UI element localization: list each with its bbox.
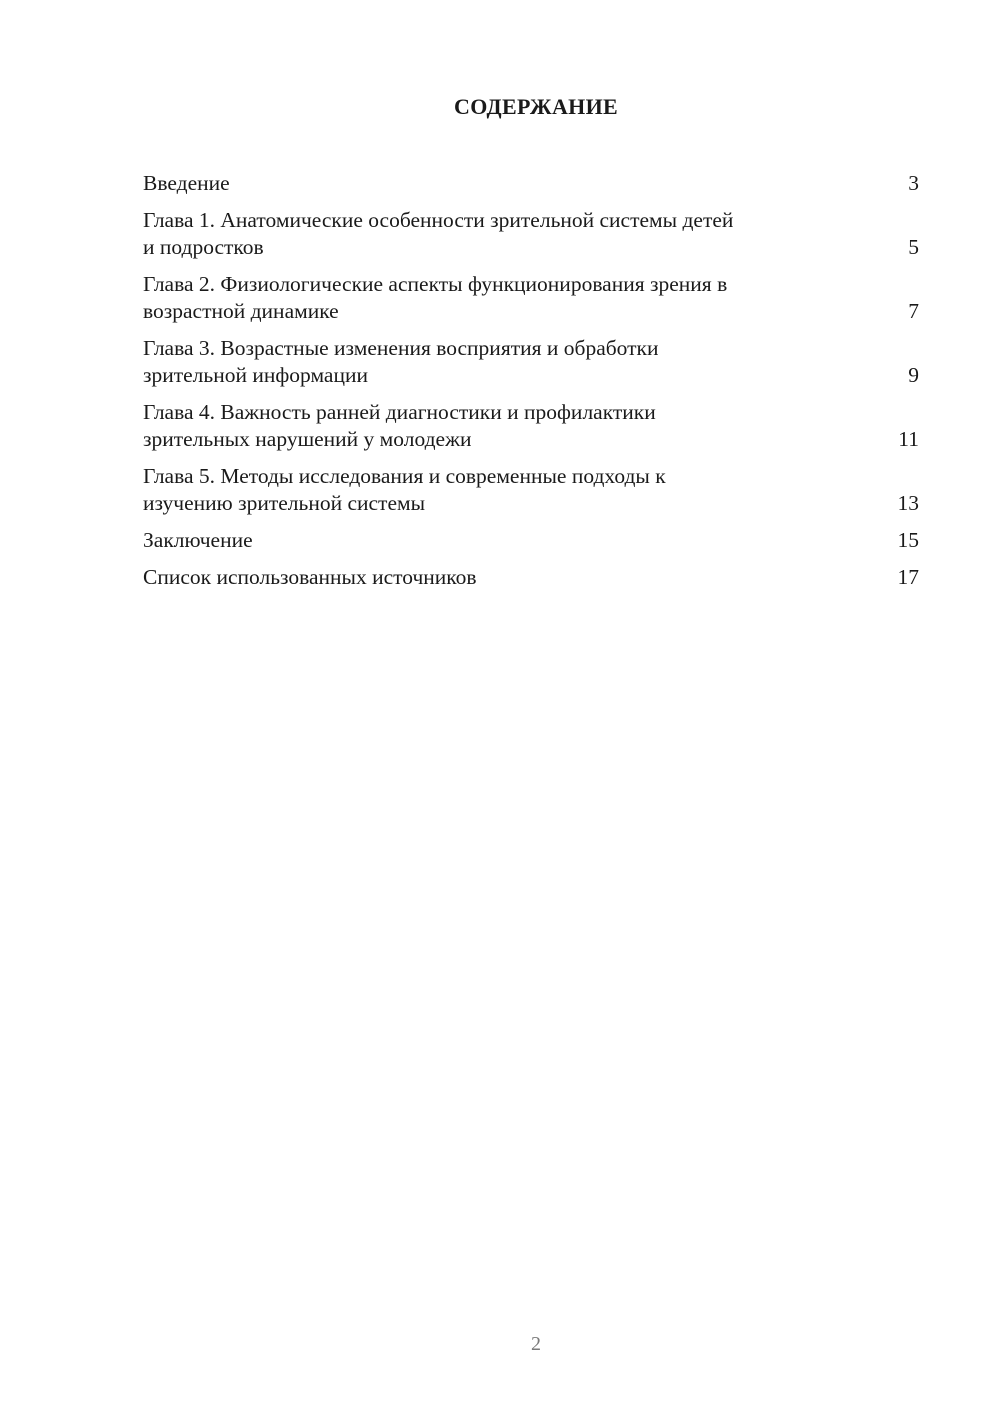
toc-heading: СОДЕРЖАНИЕ (454, 94, 618, 119)
toc-item-page: 15 (897, 528, 919, 552)
toc-item-conclusion (143, 527, 919, 554)
toc-item-page: 13 (897, 491, 919, 515)
toc-item-introduction (143, 170, 919, 197)
toc-item-label: Список использованных источников (143, 565, 477, 589)
toc-item-label: Введение (143, 171, 230, 195)
toc-item-chapter-4 (143, 399, 919, 453)
toc-item-page: 11 (898, 427, 919, 451)
toc-item-label: Глава 5. Методы исследования и современные подходы к изучению зрительной системы (143, 464, 666, 515)
toc-item-label: Заключение (143, 528, 253, 552)
toc-item-label: Глава 3. Возрастные изменения восприятия и обработки зрительной информации (143, 336, 659, 387)
toc-item-page: 17 (897, 565, 919, 589)
toc-item-chapter-1 (143, 207, 919, 261)
toc-item-page: 5 (908, 235, 919, 259)
page-number: 2 (531, 1333, 541, 1355)
toc-item-label: Глава 2. Физиологические аспекты функционирования зрения в возрастной динамике (143, 272, 728, 323)
toc-item-chapter-3 (143, 335, 919, 389)
toc-item-chapter-5 (143, 463, 919, 517)
toc-item-page: 9 (908, 363, 919, 387)
toc-item-chapter-2 (143, 271, 919, 325)
toc-item-page: 7 (908, 299, 919, 323)
toc-item-label: Глава 4. Важность ранней диагностики и профилактики зрительных нарушений у молодежи (143, 400, 656, 451)
toc-item-references (143, 564, 919, 591)
toc-item-label: Глава 1. Анатомические особенности зрительной системы детей и подростков (143, 208, 734, 259)
table-of-contents (143, 170, 919, 601)
toc-item-page: 3 (908, 171, 919, 195)
